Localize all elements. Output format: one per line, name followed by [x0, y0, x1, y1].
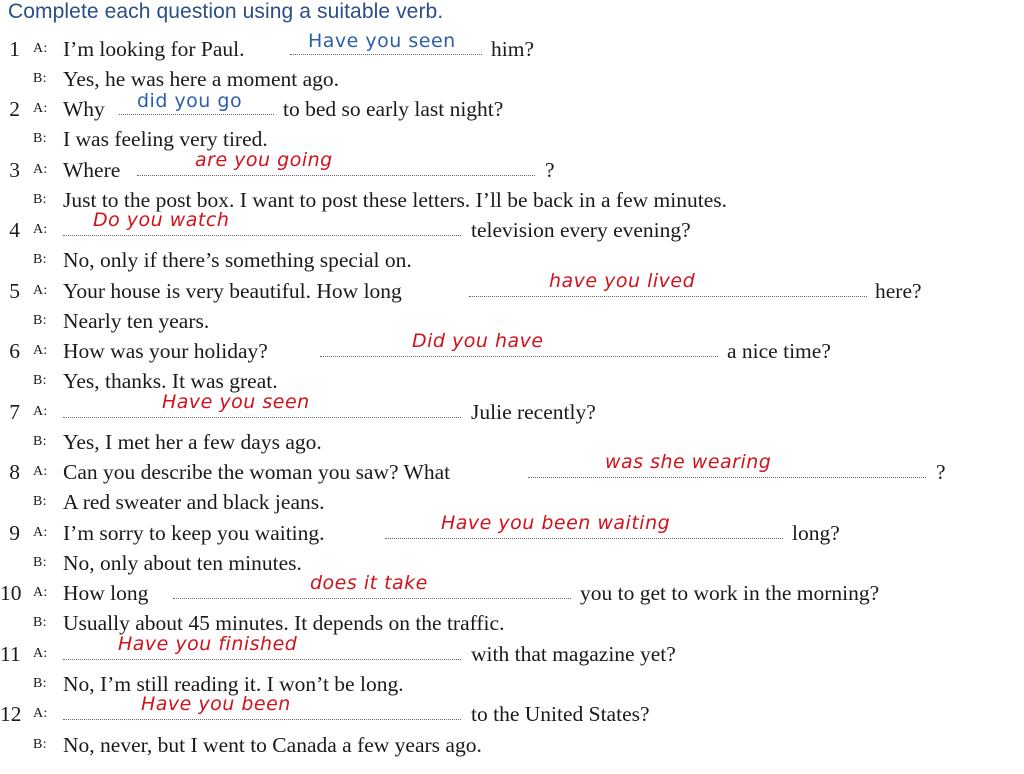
speaker-a-label: A:	[33, 525, 48, 540]
answer-blank[interactable]	[290, 30, 482, 63]
question-number: 5	[9, 279, 20, 303]
answer-blank[interactable]	[469, 270, 867, 305]
speaker-b-label: B:	[33, 373, 47, 388]
answer-blank[interactable]	[63, 693, 461, 728]
prompt-text-after: Julie recently?	[471, 400, 596, 424]
prompt-text-after: here?	[875, 279, 922, 303]
reply-text: I was feeling very tired.	[63, 127, 268, 151]
reply-text: No, only if there’s something special on.	[63, 248, 412, 272]
answer-text: Have you been waiting	[441, 512, 671, 534]
speaker-b-label: B:	[33, 615, 47, 630]
speaker-b-label: B:	[33, 192, 47, 207]
speaker-b-label: B:	[33, 71, 47, 86]
reply-text: Just to the post box. I want to post these letters. I’ll be back in a few minutes.	[63, 188, 727, 212]
speaker-a-label: A:	[33, 646, 48, 661]
prompt-text: Can you describe the woman you saw? What	[63, 460, 451, 484]
speaker-b-label: B:	[33, 494, 47, 509]
answer-blank[interactable]	[385, 512, 783, 547]
prompt-text: Your house is very beautiful. How long	[63, 279, 402, 303]
speaker-a-label: A:	[33, 283, 48, 298]
speaker-a-label: A:	[33, 41, 48, 56]
speaker-b-label: B:	[33, 555, 47, 570]
answer-text: are you going	[195, 149, 333, 171]
answer-blank[interactable]	[63, 209, 461, 244]
answer-blank[interactable]	[63, 391, 461, 426]
question-number: 10	[0, 581, 22, 605]
question-number: 11	[0, 642, 21, 666]
reply-text: Nearly ten years.	[63, 309, 210, 333]
answer-blank[interactable]	[119, 90, 274, 123]
answer-blank[interactable]	[320, 330, 718, 365]
reply-text: No, never, but I went to Canada a few years ago.	[63, 733, 482, 757]
speaker-a-label: A:	[33, 222, 48, 237]
reply-text: Yes, I met her a few days ago.	[63, 430, 322, 454]
question-number: 3	[9, 158, 20, 182]
answer-text: was she wearing	[605, 451, 772, 473]
prompt-text-after: long?	[792, 521, 840, 545]
prompt-text-after: to bed so early last night?	[283, 97, 504, 121]
speaker-b-label: B:	[33, 737, 47, 752]
reply-text: A red sweater and black jeans.	[63, 490, 325, 514]
reply-text: No, only about ten minutes.	[63, 551, 302, 575]
reply-text: Yes, he was here a moment ago.	[63, 67, 340, 91]
reply-text: Yes, thanks. It was great.	[63, 369, 278, 393]
speaker-a-label: A:	[33, 101, 48, 116]
answer-text: Do you watch	[93, 209, 230, 231]
answer-text: Have you seen	[308, 30, 456, 52]
prompt-text-after: ?	[936, 460, 946, 484]
reply-text: Usually about 45 minutes. It depends on the traffic.	[63, 611, 505, 635]
answer-blank[interactable]	[528, 451, 926, 486]
prompt-text-after: a nice time?	[727, 339, 831, 363]
prompt-text: Where	[63, 158, 121, 182]
speaker-a-label: A:	[33, 162, 48, 177]
answer-text: Did you have	[412, 330, 544, 352]
answer-blank[interactable]	[137, 149, 535, 184]
prompt-text-after: television every evening?	[471, 218, 691, 242]
question-number: 1	[9, 37, 20, 61]
speaker-b-label: B:	[33, 313, 47, 328]
speaker-a-label: A:	[33, 404, 48, 419]
speaker-a-label: A:	[33, 343, 48, 358]
prompt-text-after: to the United States?	[471, 702, 650, 726]
question-number: 12	[0, 702, 22, 726]
answer-text: does it take	[310, 572, 428, 594]
exercise-instruction: Complete each question using a suitable verb.	[8, 0, 444, 23]
speaker-b-label: B:	[33, 252, 47, 267]
question-number: 8	[9, 460, 20, 484]
prompt-text: Why	[63, 97, 105, 121]
answer-text: Have you seen	[162, 391, 310, 413]
answer-blank[interactable]	[173, 572, 571, 607]
speaker-a-label: A:	[33, 585, 48, 600]
prompt-text-after: you to get to work in the morning?	[580, 581, 880, 605]
answer-text: Have you been	[141, 693, 291, 715]
answer-text: Have you finished	[118, 633, 298, 655]
question-number: 4	[9, 218, 20, 242]
speaker-b-label: B:	[33, 434, 47, 449]
answer-text: have you lived	[549, 270, 696, 292]
speaker-a-label: A:	[33, 706, 48, 721]
speaker-a-label: A:	[33, 464, 48, 479]
question-number: 6	[9, 339, 20, 363]
answer-blank[interactable]	[63, 633, 461, 668]
prompt-text: I’m looking for Paul.	[63, 37, 245, 61]
question-number: 7	[9, 400, 20, 424]
reply-text: No, I’m still reading it. I won’t be long.	[63, 672, 404, 696]
prompt-text-after: ?	[545, 158, 555, 182]
answer-text: did you go	[137, 90, 243, 112]
prompt-text: How was your holiday?	[63, 339, 268, 363]
prompt-text-after: him?	[491, 37, 534, 61]
speaker-b-label: B:	[33, 676, 47, 691]
prompt-text-after: with that magazine yet?	[471, 642, 676, 666]
question-number: 2	[9, 97, 20, 121]
speaker-b-label: B:	[33, 131, 47, 146]
prompt-text: I’m sorry to keep you waiting.	[63, 521, 325, 545]
prompt-text: How long	[63, 581, 149, 605]
question-number: 9	[9, 521, 20, 545]
